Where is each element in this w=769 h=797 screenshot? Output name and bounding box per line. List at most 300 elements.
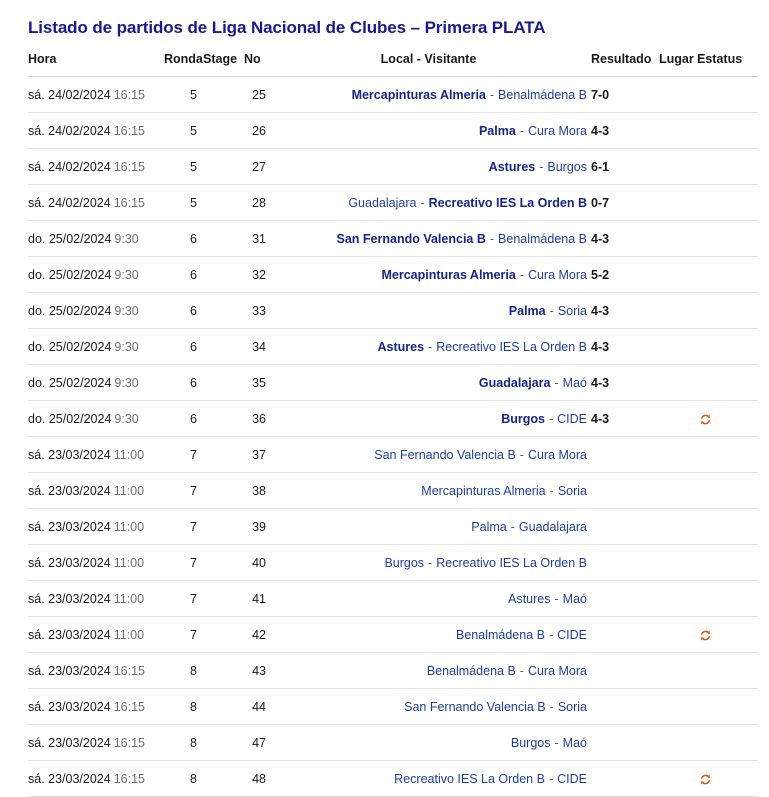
cell-hora bbox=[28, 77, 164, 113]
team-visitante[interactable]: Maó bbox=[562, 735, 587, 750]
cell-lugar bbox=[659, 617, 697, 653]
cell-hora bbox=[28, 401, 164, 437]
cell-resultado bbox=[591, 761, 659, 797]
team-separator: - bbox=[420, 195, 425, 210]
match-date: sá. 23/03/2024 bbox=[28, 627, 111, 642]
team-local[interactable]: San Fernando Valencia B bbox=[336, 231, 486, 246]
match-result: 4-3 bbox=[591, 375, 610, 390]
cell-stage bbox=[197, 329, 239, 365]
team-visitante[interactable]: Cura Mora bbox=[527, 267, 587, 282]
cell-hora bbox=[28, 581, 164, 617]
table-row[interactable] bbox=[28, 401, 758, 437]
team-local[interactable]: San Fernando Valencia B bbox=[374, 447, 516, 462]
team-separator: - bbox=[548, 771, 554, 786]
match-date: do. 25/02/2024 bbox=[28, 267, 112, 282]
cell-stage bbox=[197, 653, 239, 689]
cell-stage bbox=[197, 725, 239, 761]
cell-stage bbox=[197, 221, 239, 257]
cell-no: 37 bbox=[239, 437, 266, 473]
match-result: 7-0 bbox=[591, 87, 610, 102]
cell-hora bbox=[28, 725, 164, 761]
cell-ronda: 6 bbox=[164, 293, 197, 329]
cell-hora bbox=[28, 257, 164, 293]
cell-stage bbox=[197, 761, 239, 797]
cell-stage bbox=[197, 113, 239, 149]
match-result: 4-3 bbox=[591, 411, 610, 426]
match-time: 16:15 bbox=[113, 663, 145, 678]
cell-lugar bbox=[659, 185, 697, 221]
cell-match bbox=[266, 473, 591, 509]
cell-lugar bbox=[659, 761, 697, 797]
column-header-ronda[interactable]: Ronda bbox=[164, 52, 197, 77]
match-date: sá. 23/03/2024 bbox=[28, 483, 111, 498]
cell-ronda: 7 bbox=[164, 473, 197, 509]
team-visitante[interactable]: Guadalajara bbox=[518, 519, 587, 534]
match-date: sá. 23/03/2024 bbox=[28, 771, 111, 786]
cell-hora bbox=[28, 293, 164, 329]
table-row[interactable] bbox=[28, 653, 758, 689]
match-time: 9:30 bbox=[114, 339, 139, 354]
cell-no: 41 bbox=[239, 581, 266, 617]
team-separator: - bbox=[554, 375, 559, 390]
cell-no: 26 bbox=[239, 113, 266, 149]
cell-lugar bbox=[659, 149, 697, 185]
team-separator: - bbox=[489, 87, 495, 102]
cell-hora bbox=[28, 473, 164, 509]
table-row[interactable] bbox=[28, 113, 758, 149]
cell-ronda: 5 bbox=[164, 113, 197, 149]
team-separator: - bbox=[549, 483, 554, 498]
cell-resultado bbox=[591, 725, 659, 761]
match-time: 16:15 bbox=[113, 123, 145, 138]
cell-no: 25 bbox=[239, 77, 266, 113]
cell-stage bbox=[197, 185, 239, 221]
cell-match bbox=[266, 761, 591, 797]
cell-resultado bbox=[591, 77, 659, 113]
cell-estatus bbox=[697, 689, 758, 725]
team-visitante[interactable]: CIDE bbox=[557, 411, 587, 426]
match-date: sá. 24/02/2024 bbox=[28, 123, 111, 138]
match-date: do. 25/02/2024 bbox=[28, 303, 112, 318]
cell-ronda: 8 bbox=[164, 689, 197, 725]
team-visitante[interactable]: Burgos bbox=[547, 159, 587, 174]
match-date: sá. 23/03/2024 bbox=[28, 663, 111, 678]
cell-match bbox=[266, 77, 591, 113]
refresh-icon[interactable] bbox=[699, 413, 712, 426]
cell-estatus bbox=[697, 257, 758, 293]
team-local[interactable]: Guadalajara bbox=[478, 375, 551, 390]
cell-ronda: 7 bbox=[164, 581, 197, 617]
team-separator: - bbox=[548, 627, 554, 642]
cell-resultado bbox=[591, 185, 659, 221]
cell-match bbox=[266, 329, 591, 365]
cell-match bbox=[266, 149, 591, 185]
cell-no: 44 bbox=[239, 689, 266, 725]
cell-match bbox=[266, 617, 591, 653]
cell-match bbox=[266, 221, 591, 257]
cell-estatus bbox=[697, 617, 758, 653]
cell-lugar bbox=[659, 257, 697, 293]
team-local[interactable]: Recreativo IES La Orden B bbox=[394, 771, 545, 786]
cell-estatus bbox=[697, 185, 758, 221]
match-time: 11:00 bbox=[113, 519, 145, 534]
cell-ronda: 8 bbox=[164, 761, 197, 797]
team-visitante[interactable]: Soria bbox=[557, 699, 587, 714]
cell-match bbox=[266, 545, 591, 581]
team-local[interactable]: Mercapinturas Almeria bbox=[351, 87, 486, 102]
team-separator: - bbox=[519, 267, 524, 282]
table-row[interactable] bbox=[28, 545, 758, 581]
cell-match bbox=[266, 293, 591, 329]
team-local[interactable]: Mercapinturas Almeria bbox=[381, 267, 516, 282]
team-visitante[interactable]: Recreativo IES La Orden B bbox=[436, 339, 587, 354]
cell-stage bbox=[197, 257, 239, 293]
table-row[interactable] bbox=[28, 185, 758, 221]
cell-ronda: 6 bbox=[164, 257, 197, 293]
team-local[interactable]: Astures bbox=[488, 159, 536, 174]
cell-resultado bbox=[591, 617, 659, 653]
team-visitante[interactable]: Recreativo IES La Orden B bbox=[436, 555, 587, 570]
team-separator: - bbox=[519, 447, 524, 462]
team-visitante[interactable]: CIDE bbox=[557, 627, 587, 642]
cell-estatus bbox=[697, 401, 758, 437]
cell-resultado bbox=[591, 473, 659, 509]
team-separator: - bbox=[549, 303, 554, 318]
cell-match bbox=[266, 689, 591, 725]
column-header-estatus[interactable]: Estatus bbox=[697, 52, 758, 77]
cell-no: 35 bbox=[239, 365, 266, 401]
cell-ronda: 6 bbox=[164, 365, 197, 401]
match-date: sá. 23/03/2024 bbox=[28, 555, 111, 570]
table-header-row bbox=[28, 52, 758, 77]
team-separator: - bbox=[539, 159, 544, 174]
match-result: 6-1 bbox=[591, 159, 610, 174]
table-row[interactable] bbox=[28, 473, 758, 509]
cell-match bbox=[266, 365, 591, 401]
cell-hora bbox=[28, 185, 164, 221]
cell-hora bbox=[28, 653, 164, 689]
cell-match bbox=[266, 401, 591, 437]
match-date: sá. 23/03/2024 bbox=[28, 519, 111, 534]
cell-no: 39 bbox=[239, 509, 266, 545]
column-header-stage[interactable]: Stage bbox=[197, 52, 239, 77]
cell-lugar bbox=[659, 725, 697, 761]
page-title: Listado de partidos de Liga Nacional de Clubes – Primera PLATA bbox=[28, 18, 546, 37]
cell-hora bbox=[28, 617, 164, 653]
cell-no: 32 bbox=[239, 257, 266, 293]
cell-ronda: 8 bbox=[164, 653, 197, 689]
cell-no: 28 bbox=[239, 185, 266, 221]
cell-ronda: 6 bbox=[164, 401, 197, 437]
match-date: sá. 23/03/2024 bbox=[28, 447, 111, 462]
table-row[interactable] bbox=[28, 689, 758, 725]
match-time: 11:00 bbox=[113, 447, 145, 462]
cell-match bbox=[266, 509, 591, 545]
team-local[interactable]: Palma bbox=[508, 303, 546, 318]
cell-lugar bbox=[659, 77, 697, 113]
match-time: 11:00 bbox=[113, 483, 145, 498]
cell-match bbox=[266, 185, 591, 221]
column-header-lugar[interactable]: Lugar bbox=[659, 52, 697, 77]
cell-hora bbox=[28, 329, 164, 365]
cell-stage bbox=[197, 77, 239, 113]
cell-lugar bbox=[659, 473, 697, 509]
match-date: do. 25/02/2024 bbox=[28, 339, 112, 354]
team-visitante[interactable]: Benalmádena B bbox=[498, 231, 587, 246]
match-time: 11:00 bbox=[113, 591, 145, 606]
cell-stage bbox=[197, 437, 239, 473]
cell-resultado bbox=[591, 257, 659, 293]
team-visitante[interactable]: Recreativo IES La Orden B bbox=[428, 195, 587, 210]
team-visitante[interactable]: Cura Mora bbox=[527, 447, 587, 462]
match-date: do. 25/02/2024 bbox=[28, 411, 112, 426]
table-row[interactable] bbox=[28, 437, 758, 473]
cell-lugar bbox=[659, 365, 697, 401]
cell-lugar bbox=[659, 221, 697, 257]
team-visitante[interactable]: Cura Mora bbox=[527, 663, 587, 678]
cell-stage bbox=[197, 365, 239, 401]
match-result: 4-3 bbox=[591, 231, 610, 246]
team-local[interactable]: Burgos bbox=[501, 411, 545, 426]
cell-resultado bbox=[591, 149, 659, 185]
cell-stage bbox=[197, 509, 239, 545]
cell-lugar bbox=[659, 329, 697, 365]
table-row[interactable] bbox=[28, 581, 758, 617]
team-separator: - bbox=[519, 663, 524, 678]
cell-resultado bbox=[591, 293, 659, 329]
cell-stage bbox=[197, 581, 239, 617]
match-time: 16:15 bbox=[113, 159, 145, 174]
table-row[interactable] bbox=[28, 509, 758, 545]
table-row[interactable] bbox=[28, 725, 758, 761]
match-time: 16:15 bbox=[113, 735, 145, 750]
match-result: 4-3 bbox=[591, 303, 610, 318]
cell-stage bbox=[197, 617, 239, 653]
cell-ronda: 7 bbox=[164, 509, 197, 545]
refresh-icon[interactable] bbox=[699, 629, 712, 642]
cell-no: 36 bbox=[239, 401, 266, 437]
cell-estatus bbox=[697, 113, 758, 149]
cell-stage bbox=[197, 401, 239, 437]
cell-resultado bbox=[591, 365, 659, 401]
cell-ronda: 5 bbox=[164, 149, 197, 185]
cell-no: 43 bbox=[239, 653, 266, 689]
match-result: 0-7 bbox=[591, 195, 610, 210]
cell-estatus bbox=[697, 509, 758, 545]
cell-hora bbox=[28, 221, 164, 257]
cell-no: 38 bbox=[239, 473, 266, 509]
team-local[interactable]: Burgos bbox=[510, 735, 551, 750]
cell-match bbox=[266, 581, 591, 617]
table-row[interactable] bbox=[28, 293, 758, 329]
team-separator: - bbox=[428, 339, 433, 354]
cell-resultado bbox=[591, 545, 659, 581]
cell-stage bbox=[197, 545, 239, 581]
cell-lugar bbox=[659, 545, 697, 581]
cell-resultado bbox=[591, 113, 659, 149]
column-header-resultado[interactable]: Resultado bbox=[591, 52, 659, 77]
team-visitante[interactable]: Benalmádena B bbox=[498, 87, 587, 102]
match-time: 9:30 bbox=[114, 303, 139, 318]
team-visitante[interactable]: Soria bbox=[557, 303, 587, 318]
cell-hora bbox=[28, 437, 164, 473]
team-local[interactable]: San Fernando Valencia B bbox=[404, 699, 546, 714]
cell-lugar bbox=[659, 113, 697, 149]
cell-match bbox=[266, 653, 591, 689]
cell-no: 31 bbox=[239, 221, 266, 257]
cell-estatus bbox=[697, 293, 758, 329]
table-row[interactable] bbox=[28, 365, 758, 401]
table-body bbox=[28, 77, 758, 797]
team-local[interactable]: Benalmádena B bbox=[456, 627, 545, 642]
cell-no: 47 bbox=[239, 725, 266, 761]
match-date: do. 25/02/2024 bbox=[28, 231, 112, 246]
match-date: sá. 23/03/2024 bbox=[28, 591, 111, 606]
team-separator: - bbox=[554, 735, 559, 750]
cell-lugar bbox=[659, 293, 697, 329]
cell-no: 34 bbox=[239, 329, 266, 365]
match-time: 9:30 bbox=[114, 267, 139, 282]
column-header-match[interactable]: Local - Visitante bbox=[266, 52, 591, 77]
team-visitante[interactable]: Soria bbox=[557, 483, 587, 498]
team-separator: - bbox=[548, 411, 554, 426]
cell-hora bbox=[28, 113, 164, 149]
cell-estatus bbox=[697, 77, 758, 113]
cell-match bbox=[266, 437, 591, 473]
match-time: 9:30 bbox=[114, 231, 139, 246]
table-row[interactable] bbox=[28, 149, 758, 185]
cell-resultado bbox=[591, 689, 659, 725]
cell-no: 40 bbox=[239, 545, 266, 581]
team-visitante[interactable]: Maó bbox=[562, 591, 587, 606]
match-time: 16:15 bbox=[113, 771, 145, 786]
team-local[interactable]: Palma bbox=[478, 123, 516, 138]
cell-resultado bbox=[591, 509, 659, 545]
cell-lugar bbox=[659, 509, 697, 545]
cell-estatus bbox=[697, 365, 758, 401]
cell-match bbox=[266, 257, 591, 293]
match-result: 4-3 bbox=[591, 339, 610, 354]
match-date: do. 25/02/2024 bbox=[28, 375, 112, 390]
team-visitante[interactable]: Cura Mora bbox=[527, 123, 587, 138]
cell-estatus bbox=[697, 545, 758, 581]
cell-estatus bbox=[697, 725, 758, 761]
team-separator: - bbox=[489, 231, 495, 246]
team-visitante[interactable]: Maó bbox=[562, 375, 587, 390]
cell-estatus bbox=[697, 149, 758, 185]
table-row[interactable] bbox=[28, 221, 758, 257]
cell-ronda: 6 bbox=[164, 329, 197, 365]
cell-estatus bbox=[697, 473, 758, 509]
cell-lugar bbox=[659, 581, 697, 617]
refresh-icon[interactable] bbox=[699, 773, 712, 786]
cell-estatus bbox=[697, 221, 758, 257]
cell-stage bbox=[197, 293, 239, 329]
table-row[interactable] bbox=[28, 257, 758, 293]
team-separator: - bbox=[428, 555, 433, 570]
cell-ronda: 7 bbox=[164, 617, 197, 653]
cell-ronda: 8 bbox=[164, 725, 197, 761]
cell-hora bbox=[28, 761, 164, 797]
column-header-no[interactable]: No bbox=[239, 52, 266, 77]
cell-hora bbox=[28, 509, 164, 545]
cell-stage bbox=[197, 473, 239, 509]
cell-resultado bbox=[591, 581, 659, 617]
cell-estatus bbox=[697, 437, 758, 473]
match-date: sá. 24/02/2024 bbox=[28, 159, 111, 174]
match-time: 16:15 bbox=[113, 87, 145, 102]
team-local[interactable]: Benalmádena B bbox=[426, 663, 516, 678]
cell-no: 48 bbox=[239, 761, 266, 797]
cell-hora bbox=[28, 149, 164, 185]
table-row[interactable] bbox=[28, 77, 758, 113]
cell-resultado bbox=[591, 401, 659, 437]
team-separator: - bbox=[554, 591, 559, 606]
cell-resultado bbox=[591, 437, 659, 473]
cell-no: 33 bbox=[239, 293, 266, 329]
team-local[interactable]: Mercapinturas Almeria bbox=[421, 483, 546, 498]
cell-ronda: 5 bbox=[164, 77, 197, 113]
match-result: 4-3 bbox=[591, 123, 610, 138]
team-local[interactable]: Astures bbox=[508, 591, 551, 606]
table-header bbox=[28, 52, 758, 77]
cell-estatus bbox=[697, 761, 758, 797]
team-local[interactable]: Palma bbox=[471, 519, 507, 534]
match-time: 9:30 bbox=[114, 411, 139, 426]
cell-estatus bbox=[697, 581, 758, 617]
team-local[interactable]: Astures bbox=[377, 339, 425, 354]
table-row[interactable] bbox=[28, 617, 758, 653]
cell-ronda: 7 bbox=[164, 545, 197, 581]
cell-stage bbox=[197, 689, 239, 725]
match-date: sá. 23/03/2024 bbox=[28, 699, 111, 714]
team-separator: - bbox=[519, 123, 524, 138]
match-time: 11:00 bbox=[113, 627, 145, 642]
team-separator: - bbox=[510, 519, 515, 534]
team-local[interactable]: Guadalajara bbox=[348, 195, 417, 210]
team-separator: - bbox=[549, 699, 554, 714]
cell-lugar bbox=[659, 437, 697, 473]
match-list-table bbox=[28, 52, 758, 797]
cell-stage bbox=[197, 149, 239, 185]
match-result: 5-2 bbox=[591, 267, 610, 282]
table-row[interactable] bbox=[28, 761, 758, 797]
cell-ronda: 6 bbox=[164, 221, 197, 257]
match-time: 16:15 bbox=[113, 195, 145, 210]
table-row[interactable] bbox=[28, 329, 758, 365]
cell-match bbox=[266, 113, 591, 149]
team-local[interactable]: Burgos bbox=[384, 555, 425, 570]
match-date: sá. 24/02/2024 bbox=[28, 195, 111, 210]
cell-resultado bbox=[591, 221, 659, 257]
cell-lugar bbox=[659, 401, 697, 437]
cell-hora bbox=[28, 365, 164, 401]
cell-estatus bbox=[697, 329, 758, 365]
match-date: sá. 24/02/2024 bbox=[28, 87, 111, 102]
cell-ronda: 7 bbox=[164, 437, 197, 473]
team-visitante[interactable]: CIDE bbox=[557, 771, 587, 786]
cell-no: 27 bbox=[239, 149, 266, 185]
cell-resultado bbox=[591, 653, 659, 689]
match-date: sá. 23/03/2024 bbox=[28, 735, 111, 750]
cell-ronda: 5 bbox=[164, 185, 197, 221]
match-time: 9:30 bbox=[114, 375, 139, 390]
match-time: 11:00 bbox=[113, 555, 145, 570]
cell-lugar bbox=[659, 689, 697, 725]
cell-estatus bbox=[697, 653, 758, 689]
column-header-hora[interactable]: Hora bbox=[28, 52, 164, 77]
cell-hora bbox=[28, 689, 164, 725]
